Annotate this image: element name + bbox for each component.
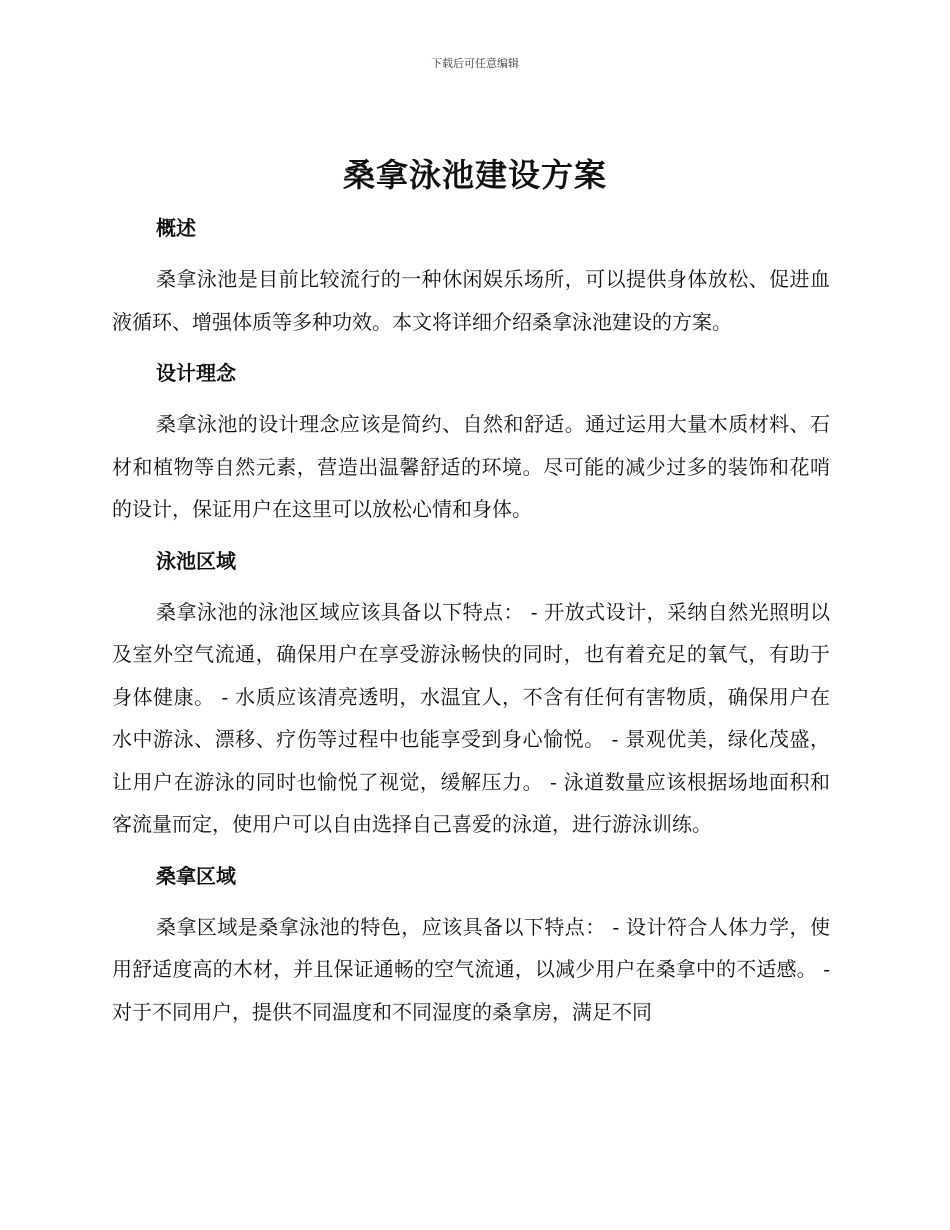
page-header-note: 下载后可任意编辑	[431, 57, 519, 70]
section-sauna-area	[112, 856, 830, 1034]
section-pool-area	[112, 541, 830, 846]
document-body	[112, 200, 830, 1043]
section-heading: 桑拿区域	[156, 863, 236, 888]
section-paragraph: 桑拿泳池是目前比较流行的一种休闲娱乐场所，可以提供身体放松、促进血液循环、增强体质等多种功效。本文将详细介绍桑拿泳池建设的方案。	[112, 267, 830, 334]
section-heading: 概述	[156, 216, 196, 240]
section-heading: 泳池区域	[156, 548, 236, 573]
section-paragraph: 桑拿区域是桑拿泳池的特色，应该具备以下特点： - 设计符合人体力学，使用舒适度高的木材，并且保证通畅的空气流通，以减少用户在桑拿中的不适感。 - 对于不同用户，提供不同温度和不同湿度的桑拿房，满足不同	[112, 914, 830, 1024]
section-paragraph: 桑拿泳池的设计理念应该是简约、自然和舒适。通过运用大量木质材料、石材和植物等自然元素，营造出温馨舒适的环境。尽可能的减少过多的装饰和花哨的设计，保证用户在这里可以放松心情和身体。	[112, 412, 830, 521]
document-title: 桑拿泳池建设方案	[342, 156, 607, 194]
section-heading: 设计理念	[156, 361, 236, 385]
section-overview	[112, 208, 830, 343]
section-design-concept	[112, 353, 830, 531]
section-paragraph: 桑拿泳池的泳池区域应该具备以下特点： - 开放式设计，采纳自然光照明以及室外空气流通，确保用户在享受游泳畅快的同时，也有着充足的氧气，有助于身体健康。 - 水质应该清亮透明，水温宜人，不含有任何有害物质，确保用户在水中游泳、漂移、疗伤等过程中也能享受到身心愉悦。 - 景观优美，绿化茂盛，让用户在游泳的同时也愉悦了视觉，缓解压力。 - 泳道数量应该根据场地面积和客流量而定，使用户可以自由选择自己喜爱的泳道，进行游泳训练。	[112, 599, 830, 836]
